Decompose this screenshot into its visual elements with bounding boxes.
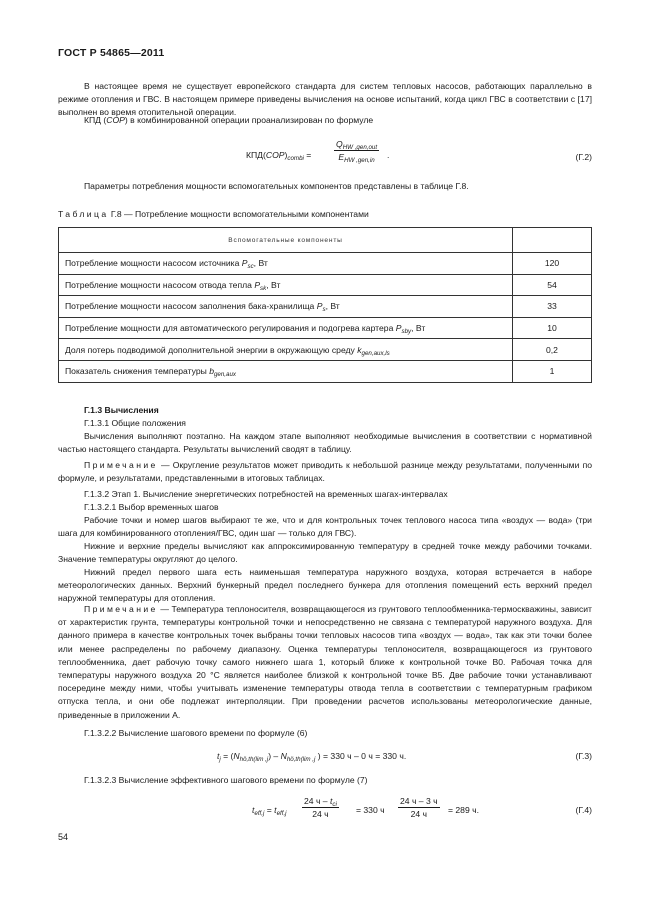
table-intro: Параметры потребления мощности вспомогательных компонентов представлены в таблице Г.8. bbox=[84, 181, 469, 191]
cop-paragraph: КПД (COP) в комбинированной операции проанализирован по формуле bbox=[84, 115, 374, 125]
table-header: Вспомогательные компоненты bbox=[59, 228, 513, 253]
calc-paragraph: Вычисления выполняют поэтапно. На каждом этапе выполняют необходимые вычисления в соответствии с нормативной частью настоящего стандарта. Результаты вычислений сводят в таблицу. bbox=[58, 431, 592, 455]
page-number: 54 bbox=[58, 832, 69, 842]
subsection-heading-g1321: Г.1.3.2.1 Выбор временных шагов bbox=[84, 502, 219, 512]
auxiliary-power-table bbox=[58, 227, 592, 383]
table-row: Потребление мощности насосом источника $P_{sc}$, Вт 120 bbox=[59, 253, 592, 275]
equation-number-g4: (Г.4) bbox=[575, 805, 592, 815]
subsection-heading-g1323: Г.1.3.2.3 Вычисление эффективного шагового времени по формуле (7) bbox=[84, 775, 368, 785]
table-row: Потребление мощности насосом отвода тепла $P_{sk}$, Вт 54 bbox=[59, 274, 592, 296]
table-header-value bbox=[513, 228, 592, 253]
equation-number-g2: (Г.2) bbox=[575, 152, 592, 162]
intro-paragraph: В настоящее время не существует европейского стандарта для систем тепловых насосов, работающих параллельно в режиме отопления и ГВС. В настоящем примере приведены вычисления на основе испытаний, когда цикл ГВС в соответствии с [17] выполнен во время отопительной операции. bbox=[58, 81, 592, 118]
note-1: Примечание — Округление результатов может приводить к небольшой разнице между результатами, полученными по формуле, и результатами, представленными в итоговых таблицах. bbox=[58, 460, 592, 484]
table-row: Доля потерь подводимой дополнительной энергии в окружающую среду $k_{gen,aux,ls}$ 0,2 bbox=[59, 339, 592, 361]
document-header: ГОСТ Р 54865—2011 bbox=[58, 47, 165, 59]
subsection-heading-g132: Г.1.3.2 Этап 1. Вычисление энергетических потребностей на временных шагах-интервалах bbox=[84, 489, 448, 499]
table-row: Показатель снижения температуры $b_{gen,aux}$ 1 bbox=[59, 360, 592, 382]
table-caption: Таблица Г.8 — Потребление мощности вспомогательными компонентами bbox=[58, 209, 369, 219]
equation-g4: $t_{eff,j} = t_{eff,j}$ 24 ч – $t_{ci}$ 24 ч = 330 ч 24 ч – 3 ч 24 ч = 289 ч. bbox=[252, 796, 479, 819]
table-row: Потребление мощности насосом заполнения бака-хранилища $P_s$, Вт 33 bbox=[59, 296, 592, 318]
subsection-heading-g1322: Г.1.3.2.2 Вычисление шагового времени по формуле (6) bbox=[84, 728, 308, 738]
table-row: Потребление мощности для автоматического регулирования и подогрева картера $P_{sby}$, Вт 10 bbox=[59, 317, 592, 339]
section-heading-g13: Г.1.3 Вычисления bbox=[84, 405, 159, 415]
first-step-paragraph: Нижний предел первого шага есть наименьшая температура наружного воздуха, которая встречается в наборе метеорологических данных. Верхний бункерный предел последнего бункера для отопления помещений есть верхний предел наружной температуры для отопления. bbox=[58, 567, 592, 604]
equation-number-g3: (Г.3) bbox=[575, 751, 592, 761]
work-points-paragraph: Рабочие точки и номер шагов выбирают те же, что и для контрольных точек теплового насоса типа «воздух — вода» (три шага для комбинированного отопления/ГВС, один шаг — только для ГВС). bbox=[58, 515, 592, 539]
equation-g3: $t_j = (N_{hö,th(lim ,j}) - N_{hö,th(lim ,j}$ ) = 330 ч – 0 ч = 330 ч. bbox=[217, 751, 407, 763]
equation-g2: $КПД(COP)_{combi}$ = $Q_{HW ,gen,out}$ $E_{HW ,gen,in}$ . bbox=[246, 139, 390, 164]
limits-paragraph: Нижние и верхние пределы вычисляют как аппроксимированную температуру в средней точке между рабочими точками. Значение температуры округляют до целого. bbox=[58, 541, 592, 565]
subsection-heading-g131: Г.1.3.1 Общие положения bbox=[84, 418, 186, 428]
note-2: Примечание — Температура теплоносителя, возвращающегося из грунтового теплообменника-термоскважины, зависит от характеристик грунта, температуры контрольной точки и непосредственно не связана с температурой наружного воздуха. Для данного примера в качестве контрольных точек выбраны точки тепловых насосов типа «воздух — вода», так как эти точки более или менее распределены по рабочему диапазону. Оценка температуры теплоносителя, возвращающегося из грунтового теплообменника, дает рабочую точку самого нижнего шага 1, который ближе к контрольной точке В0. Рабочая точка для температуры наружного воздуха 20 °С является наиболее близкой к контрольной точке В5. Две рабочие точки устанавливают посередине между ними, чтобы учитывать изменение температуры отвода тепла в соответствии с температурным графиком отпуска тепла, и они обе подлежат интерполяции. При проведении расчетов использованы метеорологические данные, приведенные в приложении А. bbox=[58, 604, 592, 720]
